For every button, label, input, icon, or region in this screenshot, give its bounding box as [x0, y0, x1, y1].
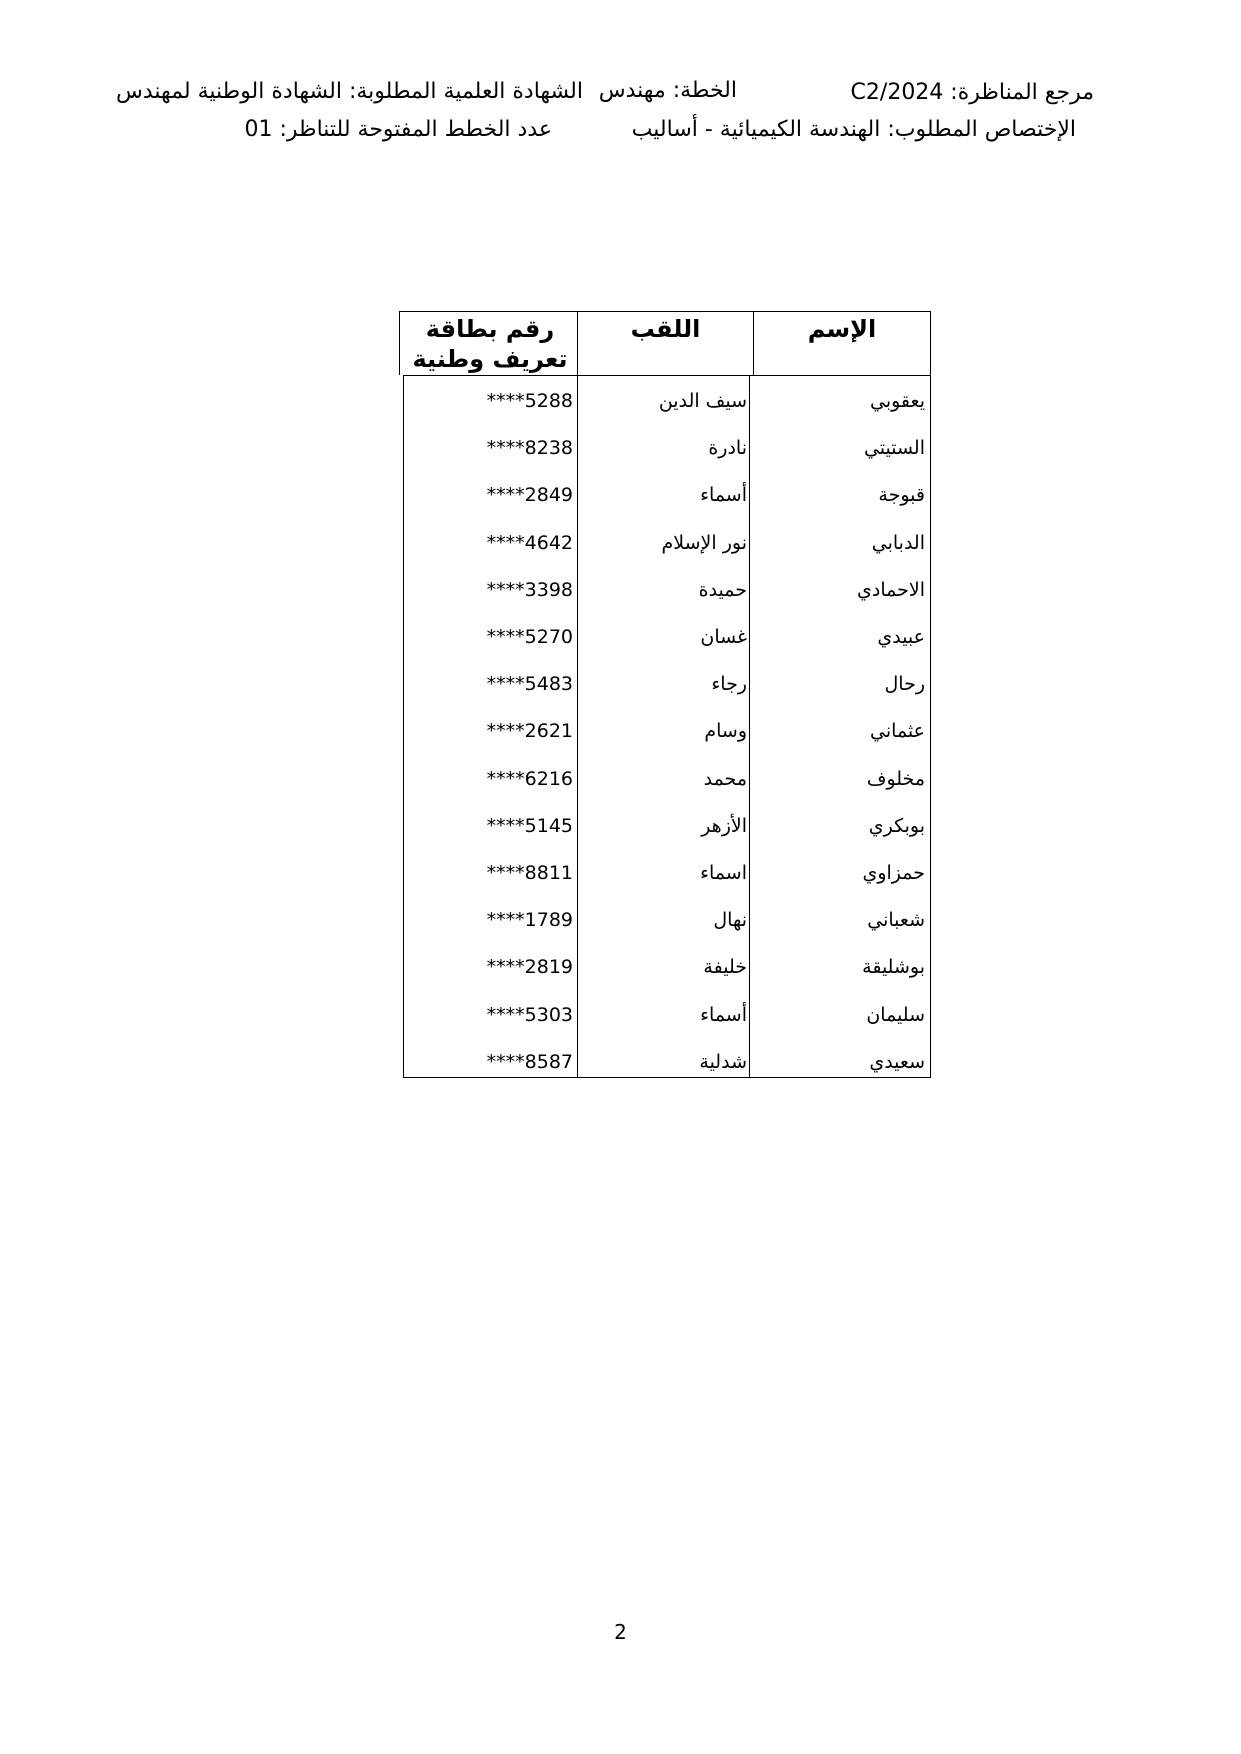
plan-label: الخطة: مهندس [598, 78, 737, 103]
candidate-id-number: ****8811 [486, 862, 573, 884]
column-divider-surname-body [749, 375, 750, 1078]
candidate-name: الاحمادي [857, 579, 925, 601]
candidate-name: شعباني [867, 909, 925, 931]
candidate-name: سعيدي [869, 1051, 925, 1073]
candidate-surname: الأزهر [701, 815, 747, 837]
candidate-surname: نور الإسلام [661, 532, 747, 554]
column-header-id: رقم بطاقة تعريف وطنية [412, 315, 568, 373]
candidate-id-number: ****3398 [486, 579, 573, 601]
candidate-name: عثماني [870, 720, 925, 742]
candidate-name: الستيتي [863, 437, 925, 459]
required-certificate: الشهادة العلمية المطلوبة: الشهادة الوطنية لمهندس [116, 79, 583, 104]
candidate-surname: سيف الدين [658, 390, 747, 412]
candidate-name: سليمان [866, 1004, 925, 1026]
candidate-id-number: ****5483 [486, 673, 573, 695]
candidate-surname: اسماء [700, 862, 747, 884]
candidate-id-number: ****2621 [486, 720, 573, 742]
candidate-name: الدبابي [871, 532, 925, 554]
candidate-name: رحال [884, 673, 925, 695]
candidate-id-number: ****5145 [486, 815, 573, 837]
candidate-surname: أسماء [700, 1004, 747, 1026]
column-divider-id [577, 311, 578, 1078]
candidate-name: عبيدي [877, 626, 925, 648]
column-header-surname: اللقب [630, 315, 701, 343]
candidate-name: قبوجة [878, 484, 925, 506]
candidate-surname: رجاء [711, 673, 747, 695]
candidate-name: مخلوف [866, 768, 925, 790]
candidate-surname: أسماء [700, 484, 747, 506]
candidate-id-number: ****2819 [486, 956, 573, 978]
table-bottom-border [403, 1077, 931, 1078]
candidate-surname: خليفة [703, 956, 747, 978]
candidate-id-number: ****5303 [486, 1004, 573, 1026]
competition-reference: مرجع المناظرة: C2/2024 [850, 80, 1094, 105]
candidate-id-number: ****6216 [486, 768, 573, 790]
candidate-surname: شدلية [699, 1051, 747, 1073]
candidate-surname: غسان [700, 626, 747, 648]
candidate-surname: محمد [703, 768, 747, 790]
candidate-id-number: ****5288 [486, 390, 573, 412]
candidate-name: يعقوبي [869, 390, 925, 412]
candidate-id-number: ****5270 [486, 626, 573, 648]
table-header-bottom-border [403, 375, 931, 376]
candidate-id-number: ****2849 [486, 484, 573, 506]
candidate-id-number: ****4642 [486, 532, 573, 554]
candidate-id-number: ****1789 [486, 909, 573, 931]
table-header-left-border [399, 311, 400, 375]
table-right-border [930, 311, 931, 1078]
table-header-top-border [399, 311, 931, 312]
candidate-surname: نادرة [708, 437, 747, 459]
open-plans-count: عدد الخطط المفتوحة للتناظر: 01 [244, 117, 552, 142]
page-number: 2 [614, 1620, 627, 1644]
candidate-surname: حميدة [698, 579, 747, 601]
required-specialty: الإختصاص المطلوب: الهندسة الكيميائية - أساليب [631, 117, 1076, 142]
candidate-name: بوبكري [868, 815, 925, 837]
column-header-name: الإسم [807, 315, 877, 343]
candidate-id-number: ****8238 [486, 437, 573, 459]
candidate-id-number: ****8587 [486, 1051, 573, 1073]
candidate-name: حمزاوي [862, 862, 925, 884]
candidate-surname: وسام [704, 720, 747, 742]
results-table [399, 311, 931, 1078]
candidate-surname: نهال [713, 909, 747, 931]
table-left-border [403, 375, 404, 1078]
candidate-name: بوشليقة [862, 956, 925, 978]
